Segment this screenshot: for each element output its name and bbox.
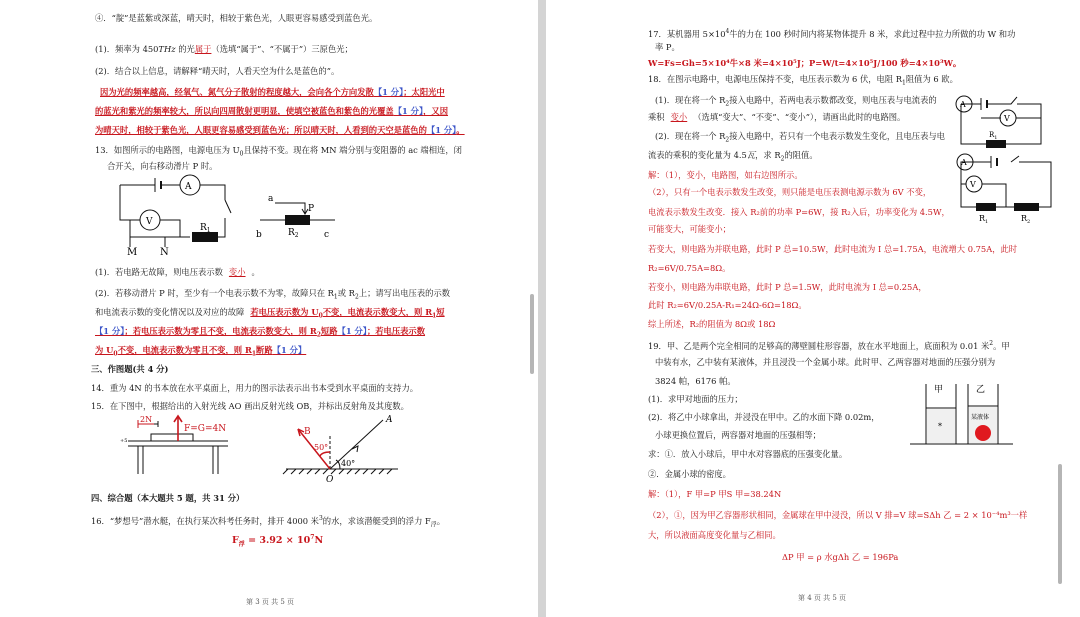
question-16: 16．“梦想号”潜水艇，在执行某次科考任务时，排开 4000 米$^3$的水，求该潜艇受到的浮力 $F_浮$。	[91, 515, 446, 529]
q13-answer-3: 为 $U_0$不变，电流表示数为零且不变，则 $R_1$断路【1 分】	[95, 345, 307, 358]
a19-line2: （2），①，因为甲乙容器形状相同，金属球在甲中浸没，所以 V 排=V 球=SΔh 乙 = 2 × 10⁻⁴m³一样	[648, 510, 1028, 520]
ammeter-bottom-label: A	[961, 158, 967, 167]
q13-sub2: (2)．若移动滑片 P 时，至少有一个电表示数不为零，故障只在 $R_1$或 $R_2$上；请写出电压表的示数	[95, 288, 451, 301]
a18-line3: 电流表示数发生改变．接入 R₂前的功率 P=6W，接 R₂入后，功率变化为 4.5W，	[648, 207, 950, 217]
question-13: 13．如图所示的电路图，电源电压为 $U_0$且保持不变。现在将 MN 端分别与变阻器的 ac 端相连，闭	[95, 145, 462, 158]
q19-part4: ②．金属小球的密度。	[648, 469, 731, 479]
q16-answer: $F_浮 = 3.92 \times 10^7N$	[232, 534, 324, 549]
reflection-diagram-15	[278, 414, 418, 490]
voltmeter-bottom-label: V	[970, 180, 976, 189]
a19-line1: 解：（1），F 甲=P 甲S 甲=38.24N	[648, 489, 782, 499]
containers-diagram-19	[908, 380, 1018, 452]
q18-part1-cont: 乘积 变小 （选填“变大”、“不变”、“变小”），请画出此时的电路图。	[648, 112, 906, 122]
reflect-angle-label: 50°	[314, 443, 329, 452]
q19-part2: (2)．将乙中小球拿出，并浸没在甲中。乙的水面下降 0.02m，	[648, 412, 880, 422]
left-page-scrollbar[interactable]	[530, 294, 534, 374]
question-19-cont1: 中装有水，乙中装有某液体，并且浸没一个金属小球。此时甲、乙两容器对地面的压强分别为	[655, 357, 996, 367]
a18-line6: R₂=6V/0.75A=8Ω。	[648, 263, 731, 273]
container-yi-label: 乙	[976, 385, 986, 395]
q19-part1: (1)．求甲对地面的压力；	[648, 394, 743, 404]
answer-line-2: 的蓝光和紫光的频率较大，所以向四周散射更明显，使填空被蓝色和紫色的光覆盖【1 分】，又因	[95, 106, 449, 116]
a18-line9: 综上所述，R₂的阻值为 8Ω或 18Ω	[648, 319, 776, 329]
q17-answer: W=Fs=Gh=5×10⁴牛×8 米=4×10⁵J；P=W/t=4×10⁵J/100 秒=4×10³W。	[648, 58, 962, 68]
q19-part2-cont: 小球更换位置后，两容器对地面的压强相等；	[655, 430, 821, 440]
circuit-diagram-13	[110, 175, 360, 258]
question-19-cont2: 3824 帕，6176 帕。	[655, 376, 736, 386]
force-value-label: F=G=4N	[184, 424, 227, 434]
question-17-cont: 率 P。	[655, 42, 680, 52]
water-mark: *	[938, 422, 942, 431]
answer-line-1: 因为光的频率越高，经氧气、氮气分子散射的程度越大，会向各个方向发散【1 分】；太阳光中	[100, 87, 445, 97]
a19-line4: ΔP 甲 = ρ 水gΔh 乙 = 196Pa	[782, 552, 899, 562]
q13-answer-1: 和电流表示数的变化情况以及对应的故障 若电压表示数为 $U_0$不变，电流表示数变大，则 $R_1$短	[95, 307, 445, 320]
a18-line2: （2），只有一个电表示数发生改变，则只能是电压表测电源示数为 6V 不变，	[648, 187, 932, 197]
voltmeter-label: V	[146, 217, 153, 227]
answer-line-3: 为晴天时，相较于紫色光，人眼更容易感受到蓝色光；所以晴天时，人看到的天空是蓝色的【1 分】。	[95, 125, 465, 135]
a18-line4: 可能变大，可能变小；	[648, 224, 731, 234]
a18-line1: 解：（1），变小，电路图，如右边图所示。	[648, 170, 803, 180]
q-part1: (1)．频率为 450THz 的光属于（选填“属于”、“不属于”）三原色光；	[95, 44, 353, 54]
a18-line5: 若变大，则电路为并联电路，此时 P 总=10.5W，此时电流为 I 总=1.75A，电流增大 0.75A，此时	[648, 244, 1018, 254]
r1-bottom-label: $R_1$	[979, 214, 989, 225]
a18-line7: 若变小，则电路为串联电路，此时 P 总=1.5W，此时电流为 I 总=0.25A，	[648, 282, 927, 292]
ammeter-top-label: A	[960, 100, 966, 109]
circuit-diagram-18	[951, 92, 1061, 225]
incident-angle-label: 40°	[341, 459, 356, 468]
container-jia-label: 甲	[934, 385, 944, 395]
left-document-page	[0, 0, 538, 617]
rheostat-c: c	[324, 230, 330, 240]
r1-top-label: $R_1$	[989, 131, 998, 141]
note-indigo: ④．“靛”是蓝紫或深蓝，晴天时，相较于紫色光，人眼更容易感受到蓝色光。	[95, 13, 378, 23]
page-footer-right: 第 4 页 共 5 页	[798, 594, 847, 602]
question-17: 17．某机器用 $5\times 10^4$牛的力在 100 秒时间内将某物体提升 8 米，求此过程中拉力所做的功 W 和功	[648, 28, 1016, 39]
voltmeter-top-label: V	[1004, 114, 1010, 123]
a18-line8: 此时 R₂=6V/0.25A-R₁=24Ω-6Ω=18Ω。	[648, 300, 807, 310]
r2-bottom-label: $R_2$	[1021, 214, 1031, 225]
page-gutter	[538, 0, 546, 617]
section-3-heading: 三、作图题(共 4 分)	[91, 364, 169, 374]
question-15: 15．在下图中，根据给出的入射光线 AO 画出反射光线 OB，并标出反射角及其度数。	[91, 401, 409, 411]
ray-a-label: A	[386, 415, 393, 425]
ammeter-label: A	[185, 182, 192, 192]
force-diagram-14	[118, 414, 248, 484]
section-4-heading: 四、综合题（本大题共 5 题，共 31 分）	[91, 493, 245, 503]
ray-b-label: B	[304, 427, 311, 437]
liquid-label: 某液体	[971, 414, 990, 421]
question-14: 14．重为 4N 的书本放在水平桌面上，用力的图示法表示出书本受到水平桌面的支持力。	[91, 383, 419, 393]
force-scale-label: 2N	[140, 415, 153, 424]
terminal-m: M	[127, 247, 138, 258]
question-19: 19．甲、乙是两个完全相同的足够高的薄壁圆柱形容器，放在水平地面上，底面积为 0.01 米$^2$。甲	[648, 340, 1010, 351]
question-13-cont: 合开关，向右移动滑片 P 时。	[107, 161, 218, 171]
r2-label: $R_2$	[288, 228, 299, 239]
rheostat-b: b	[256, 230, 262, 240]
terminal-n: N	[160, 247, 169, 258]
a19-line3: 大，所以液面高度变化量与乙相同。	[648, 530, 781, 540]
scale-mark: +5	[120, 438, 128, 444]
r1-label: $R_1$	[200, 223, 211, 234]
right-document-page	[546, 0, 1080, 617]
q18-part2-cont: 流表的乘积的变化量为 4.5瓦，求 $R_2$的阻值。	[648, 150, 818, 163]
right-page-scrollbar[interactable]	[1058, 464, 1062, 584]
q13-answer-2: 【1 分】；若电压表示数为零且不变，电流表示数变大，则 $R_2$短路【1 分】；若电压表示数	[95, 326, 426, 339]
point-o-label: O	[326, 475, 334, 485]
q19-part3: 求：①．放入小球后，甲中水对容器底的压强变化量。	[648, 449, 848, 459]
q13-sub1: (1)．若电路无故障，则电压表示数 变小 。	[95, 267, 260, 277]
q18-part2: (2)．现在将一个 $R_2$接入电路中，若只有一个电表示数发生变化，且电压表与电	[655, 131, 945, 144]
q-part2: (2)．结合以上信息，请解释“晴天时，人看天空为什么是蓝色的”。	[95, 66, 340, 76]
page-footer-left: 第 3 页 共 5 页	[246, 598, 295, 606]
rheostat-a: a	[268, 194, 274, 204]
question-18: 18．在图示电路中，电源电压保持不变，电压表示数为 6 伏，电阻 $R_1$阻值为 6 欧。	[648, 74, 958, 87]
q18-part1: (1)．现在将一个 $R_2$接入电路中，若两电表示数都改变，则电压表与电流表的	[655, 95, 937, 108]
rheostat-p: P	[308, 204, 315, 214]
